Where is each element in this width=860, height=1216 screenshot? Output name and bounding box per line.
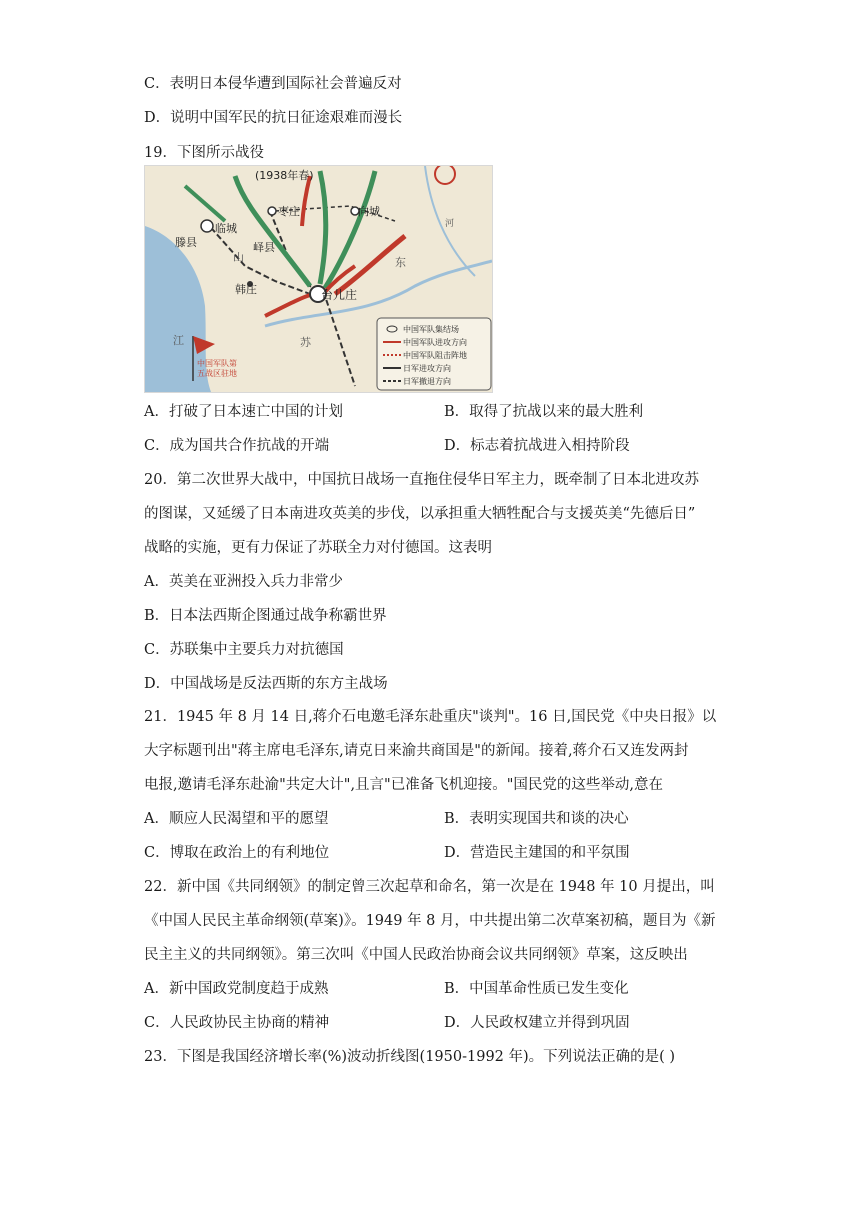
svg-text:枣庄: 枣庄 (278, 205, 300, 218)
svg-text:五战区驻地: 五战区驻地 (197, 369, 237, 378)
q21-option-d: D．营造民主建国的和平氛围 (444, 845, 630, 861)
svg-text:河: 河 (445, 219, 455, 229)
svg-text:韩庄: 韩庄 (235, 283, 257, 296)
svg-text:苏: 苏 (300, 336, 311, 349)
q22-stem-line1: 22．新中国《共同纲领》的制定曾三次起草和命名，第一次是在 1948 年 10 月提出，叫 (144, 879, 715, 895)
q20-stem-line2: 的图谋，又延缓了日本南进攻英美的步伐，以承担重大牺牲配合与支援英美“先德后日” (144, 506, 696, 522)
svg-text:江: 江 (173, 334, 184, 347)
q18-option-d: D．说明中国军民的抗日征途艰难而漫长 (144, 110, 403, 126)
q22-stem-line2: 《中国人民民主革命纲领(草案)》。1949 年 8 月，中共提出第二次草案初稿，题目为《新 (144, 913, 716, 929)
svg-text:中国军队进攻方向: 中国军队进攻方向 (403, 338, 467, 347)
q22-option-a: A．新中国政党制度趋于成熟 (144, 981, 329, 997)
svg-text:日军进攻方向: 日军进攻方向 (403, 364, 451, 373)
q22-stem-line3: 民主主义的共同纲领》。第三次叫《中国人民政治协商会议共同纲领》草案，这反映出 (144, 947, 688, 963)
q21-option-b: B．表明实现国共和谈的决心 (444, 811, 629, 827)
city-marker (201, 220, 213, 232)
q20-stem-line3: 战略的实施，更有力保证了苏联全力对付德国。这表明 (144, 540, 492, 556)
q23-stem: 23．下图是我国经济增长率(%)波动折线图(1950-1992 年)。下列说法正确的是( ) (144, 1049, 676, 1065)
q21-option-a: A．顺应人民渴望和平的愿望 (144, 811, 329, 827)
q22-option-b: B．中国革命性质已发生变化 (444, 981, 629, 997)
svg-text:滕县: 滕县 (175, 236, 197, 249)
svg-text:峄县: 峄县 (253, 241, 275, 254)
q20-option-c: C．苏联集中主要兵力对抗德国 (144, 642, 344, 658)
svg-text:台儿庄: 台儿庄 (321, 288, 358, 302)
q18-option-c: C．表明日本侵华遭到国际社会普遍反对 (144, 76, 402, 92)
svg-text:日军撤退方向: 日军撤退方向 (403, 377, 451, 386)
q19-option-b: B．取得了抗战以来的最大胜利 (444, 404, 644, 420)
q20-stem-line1: 20．第二次世界大战中，中国抗日战场一直拖住侵华日军主力，既牵制了日本北进攻苏 (144, 472, 699, 488)
q20-option-b: B．日本法西斯企图通过战争称霸世界 (144, 608, 387, 624)
taierzhuang-battle-map (144, 165, 493, 393)
svg-text:东: 东 (395, 256, 406, 269)
svg-text:中国军队阻击阵地: 中国军队阻击阵地 (403, 351, 467, 360)
q20-option-a: A．英美在亚洲投入兵力非常少 (144, 574, 343, 590)
q20-option-d: D．中国战场是反法西斯的东方主战场 (144, 676, 388, 692)
q19-stem: 19．下图所示战役 (144, 145, 264, 161)
q22-option-d: D．人民政权建立并得到巩固 (444, 1015, 630, 1031)
svg-text:向城: 向城 (358, 205, 380, 218)
svg-text:山: 山 (233, 251, 244, 264)
map-year-label: (1938年春) (255, 169, 314, 182)
q22-option-c: C．人民政协民主协商的精神 (144, 1015, 330, 1031)
q21-stem-line2: 大字标题刊出"蒋主席电毛泽东,请克日来渝共商国是"的新闻。接着,蒋介石又连发两封 (144, 743, 689, 759)
svg-text:中国军队集结场: 中国军队集结场 (403, 325, 459, 334)
map-legend (377, 318, 491, 390)
q19-option-a: A．打破了日本速亡中国的计划 (144, 404, 343, 420)
svg-text:临城: 临城 (215, 222, 237, 235)
q21-option-c: C．博取在政治上的有利地位 (144, 845, 330, 861)
q19-option-d: D．标志着抗战进入相持阶段 (444, 438, 630, 454)
svg-text:中国军队第: 中国军队第 (197, 359, 237, 368)
q21-stem-line1: 21．1945 年 8 月 14 日,蒋介石电邀毛泽东赴重庆"谈判"。16 日,国民党《中央日报》以 (144, 709, 717, 725)
q21-stem-line3: 电报,邀请毛泽东赴渝"共定大计",且言"已准备飞机迎接。"国民党的这些举动,意在 (144, 777, 664, 793)
q19-option-c: C．成为国共合作抗战的开端 (144, 438, 330, 454)
